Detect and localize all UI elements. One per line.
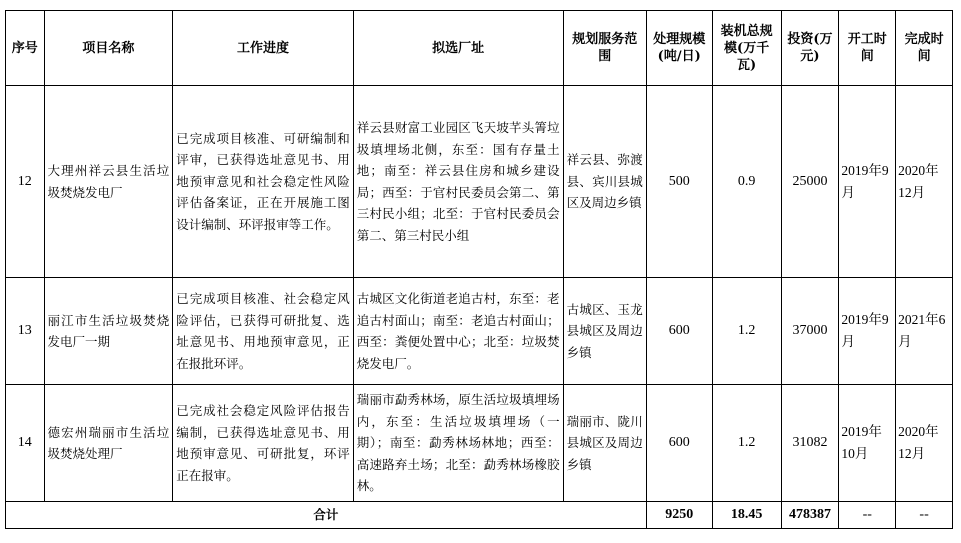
header-power: 装机总规模(万千瓦): [712, 11, 781, 86]
table-row: [6, 385, 953, 502]
row-project-name: 德宏州瑞丽市生活垃圾焚烧处理厂: [44, 385, 173, 502]
row-service-area: 瑞丽市、陇川县城区及周边乡镇: [563, 385, 646, 502]
header-seq: 序号: [6, 11, 45, 86]
row-seq: 12: [6, 86, 45, 278]
row-service-area: 祥云县、弥渡县、宾川县城区及周边乡镇: [563, 86, 646, 278]
header-capacity: 处理规模(吨/日): [646, 11, 712, 86]
table-row: [6, 86, 953, 278]
row-site: 祥云县财富工业园区飞天坡芊头箐垃圾填埋场北侧，东至：国有存量土地；南至：祥云县住房和城乡建设局；西至：于官村民委员会第二、第三村民小组；北至：于官村民委员会第二、第三村民小组: [353, 86, 563, 278]
row-start-date: 2019年9月: [839, 86, 896, 278]
row-start-date: 2019年10月: [839, 385, 896, 502]
total-finish: --: [896, 502, 953, 529]
header-finish: 完成时间: [896, 11, 953, 86]
row-service-area: 古城区、玉龙县城区及周边乡镇: [563, 278, 646, 385]
row-progress: 已完成项目核准、可研编制和评审，已获得选址意见书、用地预审意见和社会稳定性风险评估备案证，正在开展施工图设计编制、环评报审等工作。: [173, 86, 353, 278]
row-progress: 已完成社会稳定风险评估报告编制，已获得选址意见书、用地预审意见、可研批复，环评正在报审。: [173, 385, 353, 502]
total-label: 合计: [6, 502, 647, 529]
total-capacity: 9250: [646, 502, 712, 529]
row-project-name: 丽江市生活垃圾焚烧发电厂一期: [44, 278, 173, 385]
row-investment: 37000: [781, 278, 839, 385]
header-service: 规划服务范围: [563, 11, 646, 86]
table-row: [6, 278, 953, 385]
row-finish-date: 2020年12月: [896, 86, 953, 278]
row-power: 1.2: [712, 385, 781, 502]
row-power: 0.9: [712, 86, 781, 278]
header-row: [6, 11, 953, 86]
header-site: 拟选厂址: [353, 11, 563, 86]
row-start-date: 2019年9月: [839, 278, 896, 385]
total-power: 18.45: [712, 502, 781, 529]
row-project-name: 大理州祥云县生活垃圾焚烧发电厂: [44, 86, 173, 278]
project-table: [5, 10, 953, 529]
row-capacity: 600: [646, 278, 712, 385]
total-investment: 478387: [781, 502, 839, 529]
row-site: 古城区文化街道老追古村，东至：老追古村面山；南至：老追古村面山；西至：粪便处置中心；北至：垃圾焚烧发电厂。: [353, 278, 563, 385]
row-investment: 31082: [781, 385, 839, 502]
row-seq: 13: [6, 278, 45, 385]
header-investment: 投资(万元): [781, 11, 839, 86]
row-site: 瑞丽市勐秀林场，原生活垃圾填埋场内，东至：生活垃圾填埋场（一期）；南至：勐秀林场林地；西至：高速路弃土场；北至：勐秀林场橡胶林。: [353, 385, 563, 502]
total-start: --: [839, 502, 896, 529]
header-start: 开工时间: [839, 11, 896, 86]
row-seq: 14: [6, 385, 45, 502]
row-power: 1.2: [712, 278, 781, 385]
row-progress: 已完成项目核准、社会稳定风险评估，已获得可研批复、选址意见书、用地预审意见，正在报批环评。: [173, 278, 353, 385]
row-finish-date: 2020年12月: [896, 385, 953, 502]
header-name: 项目名称: [44, 11, 173, 86]
row-finish-date: 2021年6月: [896, 278, 953, 385]
total-row: [6, 502, 953, 529]
row-capacity: 500: [646, 86, 712, 278]
header-progress: 工作进度: [173, 11, 353, 86]
row-capacity: 600: [646, 385, 712, 502]
row-investment: 25000: [781, 86, 839, 278]
